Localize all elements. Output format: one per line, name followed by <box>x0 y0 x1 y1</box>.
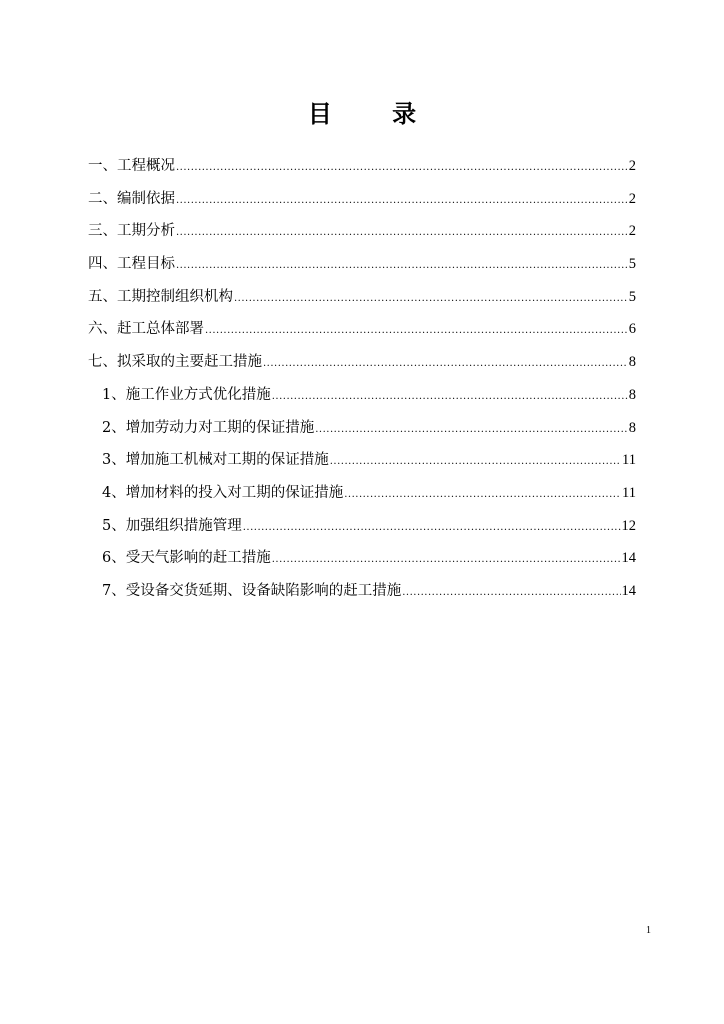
toc-entry[interactable] <box>88 285 636 318</box>
toc-entry-label: 2、增加劳动力对工期的保证措施 <box>102 419 315 436</box>
toc-leader-dots <box>176 221 628 245</box>
toc-entry[interactable] <box>88 219 636 252</box>
toc-entry-page: 14 <box>621 582 636 599</box>
toc-entry-label: 3、增加施工机械对工期的保证措施 <box>102 452 329 469</box>
toc-leader-dots <box>330 450 621 474</box>
toc-entry-page: 5 <box>628 288 636 305</box>
toc-subentry[interactable] <box>88 514 636 547</box>
toc-leader-dots <box>176 189 628 213</box>
toc-leader-dots <box>263 352 628 376</box>
toc-leader-dots <box>272 548 621 572</box>
toc-entry-label: 六、赶工总体部署 <box>88 321 204 338</box>
toc-subentry[interactable] <box>88 579 636 612</box>
toc-entry[interactable] <box>88 154 636 187</box>
toc-entry-page: 2 <box>628 190 636 207</box>
toc-subentry[interactable] <box>88 546 636 579</box>
toc-entry-label: 二、编制依据 <box>88 190 175 207</box>
toc-entry-label: 7、受设备交货延期、设备缺陷影响的赶工措施 <box>102 582 402 599</box>
toc-leader-dots <box>176 254 628 278</box>
toc-entry-page: 5 <box>628 256 636 273</box>
toc-leader-dots <box>344 483 621 507</box>
toc-leader-dots <box>315 418 628 442</box>
toc-entry[interactable] <box>88 187 636 220</box>
toc-entry[interactable] <box>88 317 636 350</box>
toc-leader-dots <box>402 581 620 605</box>
toc-entry-page: 8 <box>628 386 636 403</box>
toc-subentry[interactable] <box>88 383 636 416</box>
toc-subentry[interactable] <box>88 448 636 481</box>
table-of-contents <box>88 154 636 612</box>
toc-entry-label: 三、工期分析 <box>88 223 175 240</box>
toc-entry-page: 8 <box>628 419 636 436</box>
toc-leader-dots <box>205 319 628 343</box>
toc-entry-label: 七、拟采取的主要赶工措施 <box>88 354 262 371</box>
toc-entry-page: 14 <box>621 550 636 567</box>
toc-entry-label: 4、增加材料的投入对工期的保证措施 <box>102 484 344 501</box>
toc-entry-page: 2 <box>628 223 636 240</box>
toc-entry-page: 8 <box>628 354 636 371</box>
toc-entry-label: 6、受天气影响的赶工措施 <box>102 550 271 567</box>
toc-entry-page: 2 <box>628 158 636 174</box>
toc-entry-label: 五、工期控制组织机构 <box>88 288 233 305</box>
toc-leader-dots <box>176 156 628 180</box>
toc-subentry[interactable] <box>88 416 636 449</box>
toc-entry[interactable] <box>88 252 636 285</box>
toc-subentry[interactable] <box>88 481 636 514</box>
toc-entry-page: 11 <box>622 452 636 469</box>
toc-entry-page: 12 <box>621 517 636 534</box>
page-title: 目 录 <box>307 99 443 128</box>
toc-entry-page: 11 <box>622 484 636 501</box>
toc-leader-dots <box>234 287 628 311</box>
toc-entry-label: 1、施工作业方式优化措施 <box>102 386 271 403</box>
toc-entry-label: 一、工程概况 <box>88 158 175 174</box>
footer-page-number: 1 <box>646 925 651 936</box>
toc-leader-dots <box>272 385 628 409</box>
toc-entry-label: 四、工程目标 <box>88 256 175 273</box>
toc-leader-dots <box>243 516 621 540</box>
toc-entry-page: 6 <box>628 321 636 338</box>
toc-entry[interactable] <box>88 350 636 383</box>
toc-entry-label: 5、加强组织措施管理 <box>102 517 242 534</box>
